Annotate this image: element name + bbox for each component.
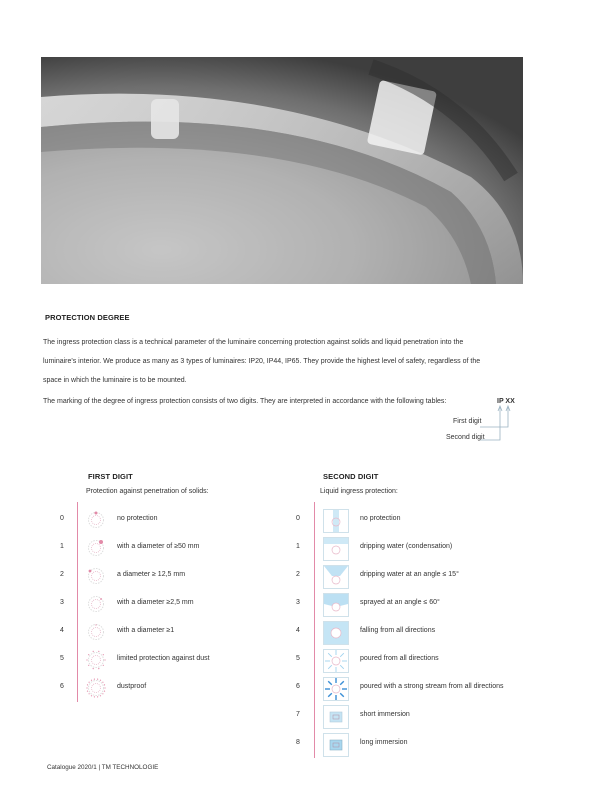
- second-digit-number: 7: [296, 711, 300, 718]
- second-digit-number: 3: [296, 599, 300, 606]
- second-digit-title: SECOND DIGIT: [323, 472, 379, 481]
- circle-large-dot-icon: [86, 538, 106, 558]
- spray-icon: [323, 593, 349, 617]
- first-digit-title: FIRST DIGIT: [88, 472, 133, 481]
- second-digit-label: dripping water at an angle ≤ 15°: [360, 571, 459, 578]
- dust-protected-icon: [86, 650, 106, 670]
- first-digit-label: dustproof: [117, 683, 147, 690]
- second-digit-number: 0: [296, 515, 300, 522]
- ip-pointer-lines: [480, 405, 520, 445]
- second-digit-number: 5: [296, 655, 300, 662]
- second-digit-label: no protection: [360, 515, 401, 522]
- first-digit-number: 5: [60, 655, 64, 662]
- intro-line: luminaire's interior. We produce as many as 3 types of luminaires: IP20, IP44, IP65. They provide the highest level of safety, regardless of the: [43, 358, 481, 365]
- second-digit-label: poured from all directions: [360, 655, 439, 662]
- first-digit-number: 6: [60, 683, 64, 690]
- second-digit-caption: Second digit: [446, 434, 485, 441]
- splash-icon: [323, 621, 349, 645]
- second-digit-number: 1: [296, 543, 300, 550]
- circle-tiny-dot-icon: [86, 622, 106, 642]
- first-digit-label: with a diameter ≥1: [117, 627, 175, 634]
- first-digit-label: with a diameter ≥2,5 mm: [117, 599, 194, 606]
- second-digit-number: 8: [296, 739, 300, 746]
- water-jet-icon: [323, 649, 349, 673]
- second-digit-number: 6: [296, 683, 300, 690]
- second-digit-label: poured with a strong stream from all directions: [360, 683, 504, 690]
- second-table-divider: [314, 502, 315, 758]
- first-digit-label: a diameter ≥ 12,5 mm: [117, 571, 186, 578]
- first-digit-number: 2: [60, 571, 64, 578]
- dripping-water-icon: [323, 537, 349, 561]
- second-digit-number: 4: [296, 627, 300, 634]
- intro-paragraph: [43, 333, 480, 390]
- first-digit-number: 1: [60, 543, 64, 550]
- footer: Catalogue 2020/1 | TM TECHNOLOGIE: [47, 764, 159, 771]
- first-digit-subtitle: Protection against penetration of solids:: [86, 488, 209, 495]
- intro-line: The ingress protection class is a technical parameter of the luminaire concerning protection against solids and liquid penetration into the: [43, 339, 464, 346]
- ip-code: IP XX: [497, 398, 515, 405]
- first-digit-label: no protection: [117, 515, 158, 522]
- second-digit-label: dripping water (condensation): [360, 543, 453, 550]
- long-immersion-icon: [323, 733, 349, 757]
- first-digit-number: 0: [60, 515, 64, 522]
- circle-empty-icon: [86, 510, 106, 530]
- first-digit-label: limited protection against dust: [117, 655, 210, 662]
- dripping-angle-icon: [323, 565, 349, 589]
- second-digit-number: 2: [296, 571, 300, 578]
- first-digit-caption: First digit: [453, 418, 482, 425]
- second-digit-label: falling from all directions: [360, 627, 436, 634]
- section-title: PROTECTION DEGREE: [45, 313, 130, 322]
- circle-medium-dot-icon: [86, 566, 106, 586]
- second-digit-label: sprayed at an angle ≤ 60°: [360, 599, 440, 606]
- powerful-jet-icon: [323, 677, 349, 701]
- circle-small-dot-icon: [86, 594, 106, 614]
- second-digit-label: long immersion: [360, 739, 408, 746]
- first-digit-number: 4: [60, 627, 64, 634]
- luminaire-photo: [41, 57, 523, 284]
- second-digit-subtitle: Liquid ingress protection:: [320, 488, 398, 495]
- marking-text: The marking of the degree of ingress protection consists of two digits. They are interpreted in accordance with the following tables:: [43, 398, 447, 405]
- first-table-divider: [77, 502, 78, 702]
- no-water-protection-icon: [323, 509, 349, 533]
- intro-line: space in which the luminaire is to be mounted.: [43, 377, 187, 384]
- dust-tight-icon: [86, 678, 106, 698]
- short-immersion-icon: [323, 705, 349, 729]
- first-digit-label: with a diameter of ≥50 mm: [117, 543, 200, 550]
- second-digit-label: short immersion: [360, 711, 410, 718]
- first-digit-number: 3: [60, 599, 64, 606]
